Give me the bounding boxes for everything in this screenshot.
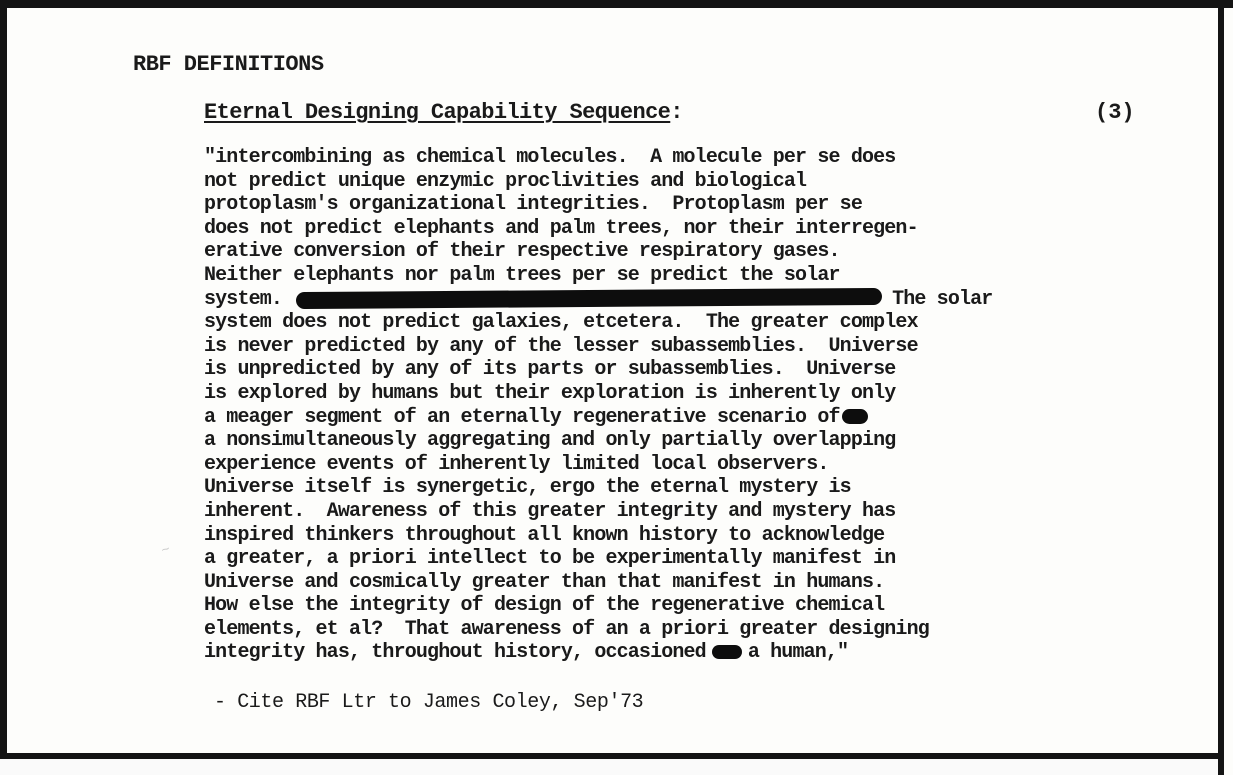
text-line: is unpredicted by any of its parts or subassemblies. Universe [204, 358, 896, 382]
text-line: experience events of inherently limited local observers. [204, 452, 829, 476]
text-fragment: system. [204, 287, 283, 311]
entry-title-text: Eternal Designing Capability Sequence [204, 100, 671, 125]
text-line: Neither elephants nor palm trees per se predict the solar [204, 263, 840, 287]
text-line-redacted [204, 406, 1204, 430]
frame-border-right [1218, 0, 1224, 775]
text-line: inherent. Awareness of this greater integrity and mystery has [204, 499, 896, 523]
text-fragment: a meager segment of an eternally regenerative scenario of [204, 405, 840, 429]
text-fragment: The solar [892, 287, 993, 311]
text-line: system does not predict galaxies, etcetera. The greater complex [204, 311, 918, 335]
text-line: is explored by humans but their exploration is inherently only [204, 381, 896, 405]
redaction-mark [842, 409, 868, 424]
text-line: Universe and cosmically greater than that manifest in humans. [204, 570, 885, 594]
redaction-mark [712, 645, 742, 659]
text-fragment: integrity has, throughout history, occasioned [204, 641, 706, 665]
entry-title-colon: : [670, 100, 683, 125]
text-line-redacted [204, 641, 1204, 665]
below-frame-strip [0, 759, 1218, 775]
frame-border-left [0, 0, 7, 760]
text-line: not predict unique enzymic proclivities and biological [204, 169, 807, 193]
text-line-redacted [204, 288, 1204, 312]
text-line: a greater, a priori intellect to be experimentally manifest in [204, 547, 896, 571]
text-line: erative conversion of their respective respiratory gases. [204, 240, 840, 264]
paper-mark: ~ [159, 541, 173, 560]
text-line: "intercombining as chemical molecules. A molecule per se does [204, 146, 896, 169]
frame-border-top [0, 0, 1233, 8]
page-number: (3) [1095, 100, 1135, 125]
quotation-body [204, 146, 1204, 665]
text-line: inspired thinkers throughout all known history to acknowledge [204, 523, 885, 547]
citation: - Cite RBF Ltr to James Coley, Sep'73 [214, 691, 644, 714]
text-line: How else the integrity of design of the regenerative chemical [204, 594, 885, 618]
text-line: is never predicted by any of the lesser subassemblies. Universe [204, 334, 918, 358]
page-title: RBF DEFINITIONS [133, 52, 324, 77]
text-line: protoplasm's organizational integrities. Protoplasm per se [204, 193, 862, 217]
entry-title [204, 100, 683, 125]
text-line: Universe itself is synergetic, ergo the eternal mystery is [204, 476, 851, 500]
text-fragment: a human," [747, 641, 849, 665]
text-line: a nonsimultaneously aggregating and only partially overlapping [204, 429, 896, 453]
text-line: does not predict elephants and palm trees, nor their interregen- [204, 216, 918, 240]
text-line: elements, et al? That awareness of an a priori greater designing [204, 617, 929, 641]
redaction-mark [296, 288, 882, 309]
